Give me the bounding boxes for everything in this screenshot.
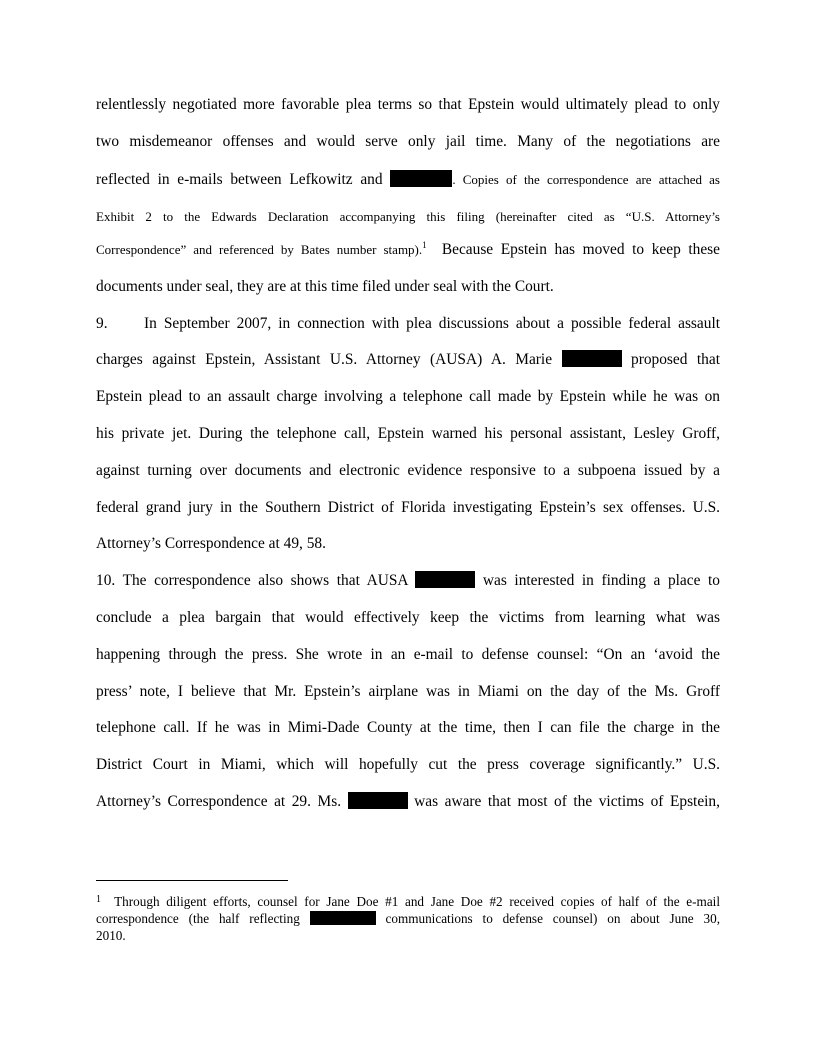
- body-line: happening through the press. She wrote in an e-mail to defense counsel: “On an ‘avoid the: [96, 646, 720, 663]
- body-line: federal grand jury in the Southern District of Florida investigating Epstein’s sex offenses. U.S.: [96, 499, 720, 516]
- text-segment: reflected in e-mails between Lefkowitz and: [96, 171, 391, 188]
- text-segment: correspondence (the half reflecting: [96, 911, 310, 926]
- text-segment: was aware that most of the victims of Epstein,: [407, 793, 720, 810]
- body-line: [96, 350, 720, 370]
- footnote-line: [96, 910, 720, 927]
- redaction-box: [310, 911, 376, 925]
- body-line: documents under seal, they are at this time filed under seal with the Court.: [96, 278, 554, 295]
- body-line: [96, 240, 720, 260]
- footnote-line: 2010.: [96, 928, 126, 943]
- redaction-box: [562, 350, 622, 367]
- body-line: Epstein plead to an assault charge involving a telephone call made by Epstein while he was on: [96, 388, 720, 405]
- text-segment: . Copies of the correspondence are attached as: [452, 172, 720, 187]
- redaction-box: [415, 571, 475, 588]
- footnote-line: [96, 893, 720, 910]
- body-line: press’ note, I believe that Mr. Epstein’s airplane was in Miami on the day of the Ms. Groff: [96, 683, 720, 700]
- text-segment: Attorney’s Correspondence at 29. Ms.: [96, 793, 348, 810]
- footnote-reference: 1: [422, 240, 427, 250]
- text-segment: charges against Epstein, Assistant U.S. Attorney (AUSA) A. Marie: [96, 351, 562, 368]
- body-line: District Court in Miami, which will hopefully cut the press coverage significantly.” U.S.: [96, 756, 720, 773]
- text-segment: 10. The correspondence also shows that AUSA: [96, 572, 416, 589]
- footnote-separator: [96, 880, 288, 881]
- body-line: [96, 170, 720, 190]
- body-line: telephone call. If he was in Mimi-Dade County at the time, then I can file the charge in the: [96, 719, 720, 736]
- text-segment: communications to defense counsel) on about June 30,: [375, 911, 720, 926]
- body-line: conclude a plea bargain that would effectively keep the victims from learning what was: [96, 609, 720, 626]
- body-line: his private jet. During the telephone call, Epstein warned his personal assistant, Lesley Groff,: [96, 425, 720, 442]
- body-line: [96, 792, 720, 812]
- paragraph-number: 9.: [96, 315, 108, 332]
- body-line: Attorney’s Correspondence at 49, 58.: [96, 535, 326, 552]
- body-line: [96, 314, 720, 334]
- body-line: two misdemeanor offenses and would serve only jail time. Many of the negotiations are: [96, 133, 720, 150]
- text-segment: In September 2007, in connection with plea discussions about a possible federal assault: [144, 315, 720, 332]
- text-segment: Correspondence” and referenced by Bates number stamp).: [96, 242, 423, 257]
- body-line: relentlessly negotiated more favorable plea terms so that Epstein would ultimately plead to only: [96, 96, 720, 113]
- text-segment: Through diligent efforts, counsel for Jane Doe #1 and Jane Doe #2 received copies of half of the e-mail: [114, 894, 720, 909]
- redaction-box: [390, 170, 452, 187]
- body-line: [96, 571, 720, 591]
- text-segment: proposed that: [621, 351, 720, 368]
- body-line: against turning over documents and electronic evidence responsive to a subpoena issued by a: [96, 462, 720, 479]
- footnote-marker: 1: [96, 894, 101, 905]
- text-segment: Because Epstein has moved to keep these: [441, 241, 720, 258]
- redaction-box: [348, 792, 408, 809]
- text-segment: was interested in finding a place to: [475, 572, 720, 589]
- body-line: Exhibit 2 to the Edwards Declaration accompanying this filing (hereinafter cited as “U.S. Attorney’s: [96, 209, 720, 224]
